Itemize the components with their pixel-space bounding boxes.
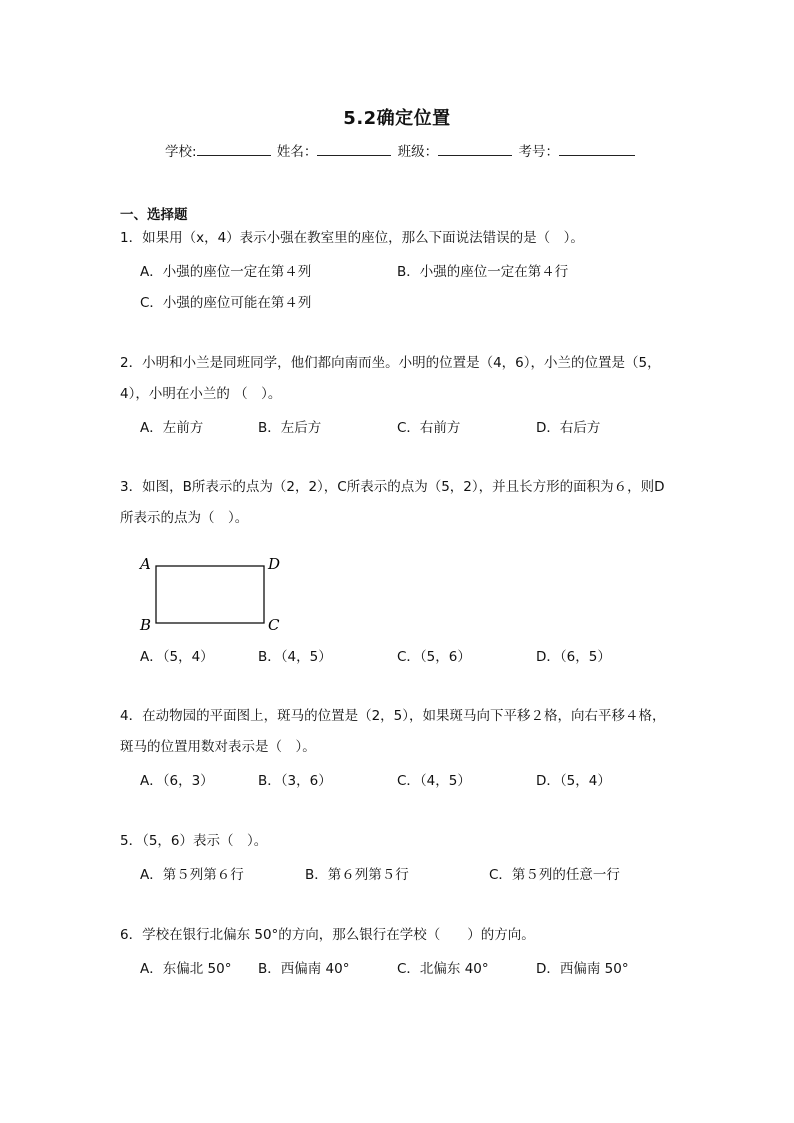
name-label: 姓名： [276,144,318,160]
question-3-option-d[interactable]: D．（6，5） [536,649,611,665]
question-6-option-d[interactable]: D．西偏南 50° [536,961,629,977]
question-1-stem: 1．如果用（x，4）表示小强在教室里的座位，那么下面说法错误的是（ ）。 [120,230,584,246]
question-3-option-b[interactable]: B．（4，5） [258,649,332,665]
question-3-option-c[interactable]: C．（5，6） [397,649,471,665]
name-blank[interactable] [317,141,391,156]
question-5-option-a[interactable]: A．第５列第６行 [140,867,244,883]
question-5-option-b[interactable]: B．第６列第５行 [305,867,409,883]
question-3-stem-line-1: 3．如图，B所表示的点为（2，2），C所表示的点为（5，2），并且长方形的面积为６，则D [120,479,665,495]
question-5-option-c[interactable]: C．第５列的任意一行 [489,867,620,883]
question-2-stem-line-2: 4），小明在小兰的 （ ）。 [120,386,282,402]
question-4-option-a[interactable]: A．（6，3） [140,773,214,789]
question-1-option-c[interactable]: C．小强的座位可能在第４列 [140,295,312,311]
section-heading: 一、选择题 [120,207,188,223]
question-2-option-b[interactable]: B．左后方 [258,420,322,436]
class-blank[interactable] [438,141,512,156]
question-6-option-a[interactable]: A．东偏北 50° [140,961,232,977]
question-4-stem-line-2: 斑马的位置用数对表示是（ ）。 [120,739,316,755]
question-4-option-c[interactable]: C．（4，5） [397,773,471,789]
question-2-option-a[interactable]: A．左前方 [140,420,204,436]
question-1-option-b[interactable]: B．小强的座位一定在第４行 [397,264,569,280]
vertex-label-d: D [268,555,281,573]
school-label: 学校: [165,144,197,160]
question-3-option-a[interactable]: A．（5，4） [140,649,214,665]
rectangle-abcd [156,566,264,623]
page-title: 5.2确定位置 [343,108,451,129]
rectangle-figure [130,550,300,640]
vertex-label-c: C [268,616,280,634]
exam-number-blank[interactable] [559,141,635,156]
question-6-option-b[interactable]: B．西偏南 40° [258,961,350,977]
question-6-option-c[interactable]: C．北偏东 40° [397,961,489,977]
question-4-option-b[interactable]: B．（3，6） [258,773,332,789]
question-2-option-d[interactable]: D．右后方 [536,420,601,436]
class-label: 班级： [397,144,439,160]
question-2-stem-line-1: 2．小明和小兰是同班同学，他们都向南而坐。小明的位置是（4，6），小兰的位置是（5， [120,355,661,371]
vertex-label-a: A [140,555,151,573]
question-4-option-d[interactable]: D．（5，4） [536,773,611,789]
student-info-row [165,140,637,160]
question-2-option-c[interactable]: C．右前方 [397,420,461,436]
question-6-stem: 6．学校在银行北偏东 50°的方向，那么银行在学校（ ）的方向。 [120,927,535,943]
school-blank[interactable] [197,141,271,156]
vertex-label-b: B [140,616,152,634]
question-3-stem-line-2: 所表示的点为（ ）。 [120,510,249,526]
question-1-option-a[interactable]: A．小强的座位一定在第４列 [140,264,312,280]
question-4-stem-line-1: 4．在动物园的平面图上，斑马的位置是（2，5），如果斑马向下平移２格，向右平移４格， [120,708,666,724]
exam-number-label: 考号： [518,144,559,160]
question-5-stem: 5．（5，6）表示（ ）。 [120,833,268,849]
